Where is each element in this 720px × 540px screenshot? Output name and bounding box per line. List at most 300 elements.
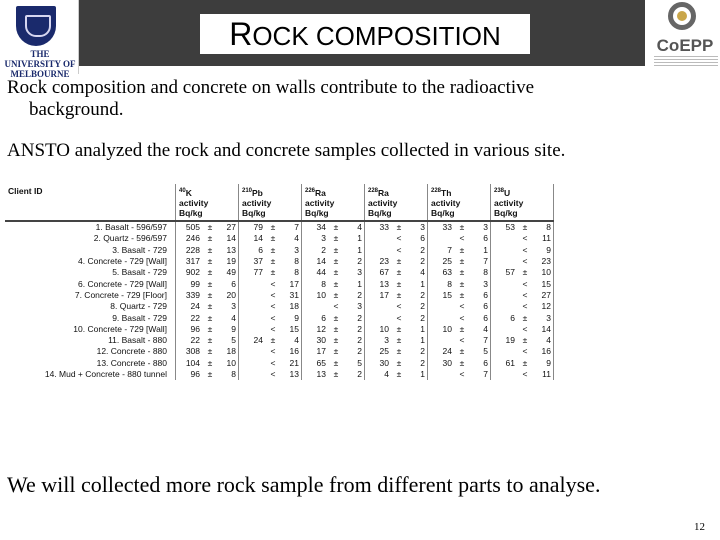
uncertainty-value: 4 [218,312,239,323]
uncertainty-value: 6 [218,278,239,289]
uncertainty-sign: ± [270,335,276,346]
uncertainty-sign: ± [522,357,528,368]
uncertainty-sign: ± [396,278,402,289]
uncertainty-value: 21 [281,358,302,369]
activity-value: 13 [316,369,326,379]
activity-value: 79 [253,222,263,233]
activity-value: 339 [185,289,200,300]
uncertainty-value: 6 [470,301,491,312]
uncertainty-sign: ± [207,357,213,368]
activity-value: 17 [316,346,326,357]
activity-value: 65 [316,357,326,368]
activity-value: 57 [505,267,515,278]
uncertainty-sign: < [522,369,528,379]
uncertainty-sign: ± [333,357,339,368]
uncertainty-sign: ± [396,346,402,357]
table-row [5,245,554,256]
uncertainty-sign: ± [459,357,465,368]
uncertainty-value: 4 [281,233,302,244]
activity-value: 228 [185,244,200,255]
uncertainty-sign: ± [270,267,276,278]
uncertainty-sign: ± [396,256,402,267]
activity-value: 44 [316,267,326,278]
activity-value: 902 [185,267,200,278]
uncertainty-value: 2 [344,335,365,346]
uncertainty-sign: < [270,301,276,312]
uncertainty-sign: ± [333,244,339,255]
client-id-cell: 8. Quartz - 729 [5,301,176,312]
uncertainty-value: 15 [533,278,554,289]
uncertainty-sign: < [522,323,528,334]
uncertainty-sign: ± [270,233,276,244]
uncertainty-value: 2 [344,369,365,380]
activity-value: 10 [379,323,389,334]
uncertainty-value: 3 [533,312,554,323]
uncertainty-value: 7 [281,221,302,233]
uncertainty-value: 7 [470,369,491,380]
activity-value: 3 [384,335,389,346]
column-header [176,184,239,221]
activity-value: 7 [447,244,452,255]
activity-value [365,312,392,323]
activity-value [428,301,455,312]
activity-value [491,301,518,312]
uncertainty-value: 8 [218,369,239,380]
uncertainty-sign: < [522,278,528,289]
uncertainty-value: 10 [218,358,239,369]
activity-value: 61 [505,357,515,368]
uncertainty-value: 27 [218,221,239,233]
uncertainty-value: 1 [470,245,491,256]
uncertainty-value: 5 [344,358,365,369]
uncertainty-value: 6 [470,290,491,301]
uncertainty-value: 3 [344,301,365,312]
uncertainty-value: 3 [218,301,239,312]
uncertainty-sign: ± [459,244,465,255]
uncertainty-sign: < [270,278,276,289]
table-row [5,312,554,323]
activity-value: 104 [185,357,200,368]
client-id-cell: 6. Concrete - 729 [Wall] [5,278,176,289]
uncertainty-value: 10 [533,267,554,278]
activity-value: 34 [316,222,326,233]
uncertainty-sign: < [459,335,465,346]
uncertainty-value: 2 [407,290,428,301]
activity-value: 14 [253,233,263,244]
uncertainty-value: 1 [344,278,365,289]
paragraph-future-work: We will collected more rock sample from different parts to analyse. [7,472,601,497]
uncertainty-value: 9 [533,245,554,256]
uncertainty-sign: ± [207,346,213,357]
activity-value [239,312,266,323]
uncertainty-sign: < [522,289,528,300]
uncertainty-sign: ± [459,256,465,267]
column-header [5,184,176,221]
table-row [5,278,554,289]
activity-value: 30 [379,357,389,368]
isotope-mass: 210 [242,188,253,194]
uncertainty-sign: < [522,233,528,244]
column-header [302,184,365,221]
uncertainty-sign: < [270,369,276,379]
uncertainty-sign: < [459,233,465,244]
uncertainty-value: 4 [344,221,365,233]
uncertainty-sign: ± [522,267,528,278]
activity-value [491,369,518,380]
uncertainty-value: 9 [281,312,302,323]
uncertainty-sign: ± [522,335,528,346]
uncertainty-value: 1 [407,335,428,346]
uncertainty-value: 8 [533,221,554,233]
activity-value: 53 [505,222,515,233]
table-row [5,324,554,335]
uncertainty-value: 8 [281,256,302,267]
uncertainty-sign: ± [396,357,402,368]
table-row [5,290,554,301]
uncertainty-sign: ± [459,323,465,334]
activity-value [491,324,518,335]
uncertainty-value: 2 [344,290,365,301]
table-row [5,233,554,244]
activity-value: 6 [510,312,515,323]
uncertainty-value: 1 [407,278,428,289]
university-name [2,49,78,79]
uncertainty-sign: ± [207,301,213,312]
activity-value: 25 [442,256,452,267]
uncertainty-value: 49 [218,267,239,278]
uncertainty-sign: < [333,301,339,312]
uncertainty-value: 13 [218,245,239,256]
uncertainty-sign: < [396,312,402,323]
activity-value [239,346,266,357]
uncertainty-value: 12 [533,301,554,312]
uncertainty-value: 7 [470,256,491,267]
activity-value: 6 [321,312,326,323]
table-row [5,301,554,312]
paragraph-ansto: ANSTO analyzed the rock and concrete samples collected in various site. [7,140,566,161]
column-header-label: activity Bq/kg [179,197,209,218]
activity-value [365,301,392,312]
uncertainty-sign: < [270,357,276,368]
uncertainty-sign: ± [333,267,339,278]
activity-value: 24 [442,346,452,357]
table-row [5,221,554,233]
activity-value [491,245,518,256]
gear-icon [668,2,696,30]
activity-value [239,358,266,369]
paragraph-rock-composition [7,77,687,121]
activity-table-grid [5,184,554,380]
uncertainty-sign: ± [207,267,213,278]
activity-value [428,312,455,323]
uncertainty-sign: ± [207,244,213,255]
uncertainty-sign: ± [396,323,402,334]
activity-value: 2 [321,244,326,255]
uncertainty-sign: ± [459,278,465,289]
client-id-cell: 13. Concrete - 880 [5,358,176,369]
uncertainty-value: 6 [407,233,428,244]
uncertainty-value: 3 [344,267,365,278]
uncertainty-sign: < [522,244,528,255]
uncertainty-sign: < [270,346,276,357]
paragraph-line: Rock composition and concrete on walls contribute to the radioactive [7,77,535,98]
uncertainty-value: 9 [533,358,554,369]
client-id-cell: 4. Concrete - 729 [Wall] [5,256,176,267]
uncertainty-sign: < [522,346,528,357]
isotope-symbol: U [504,187,511,198]
activity-value: 10 [316,289,326,300]
uncertainty-value: 15 [281,324,302,335]
uncertainty-sign: < [396,301,402,312]
uncertainty-value: 4 [407,267,428,278]
isotope-symbol: Ra [315,187,326,198]
uncertainty-value: 11 [533,369,554,380]
isotope-mass: 238 [494,188,505,194]
uncertainty-sign: ± [396,267,402,278]
uncertainty-sign: ± [270,244,276,255]
uncertainty-sign: < [459,301,465,312]
uncertainty-value: 18 [281,301,302,312]
activity-value: 19 [505,335,515,346]
uncertainty-value: 4 [281,335,302,346]
uncertainty-value: 1 [407,324,428,335]
uncertainty-value: 3 [470,221,491,233]
uncertainty-sign: ± [207,289,213,300]
title-capital: R [229,16,253,52]
uncertainty-value: 1 [344,245,365,256]
activity-value [239,369,266,380]
uncertainty-value: 2 [407,256,428,267]
client-id-cell: 1. Basalt - 596/597 [5,221,176,233]
uncertainty-value: 2 [344,324,365,335]
uncertainty-value: 16 [533,346,554,357]
uncertainty-value: 14 [218,233,239,244]
activity-value: 30 [316,335,326,346]
uncertainty-sign: < [522,256,528,267]
activity-value [365,233,392,244]
client-id-cell: 7. Concrete - 729 [Floor] [5,290,176,301]
uncertainty-sign: ± [459,222,465,233]
isotope-mass: 228 [368,188,379,194]
uncertainty-sign: ± [333,335,339,346]
uncertainty-value: 19 [218,256,239,267]
activity-value: 14 [316,256,326,267]
uncertainty-sign: ± [396,289,402,300]
isotope-mass: 226 [305,188,316,194]
uncertainty-value: 7 [470,335,491,346]
crest-icon [16,6,56,46]
column-header [239,184,302,221]
uncertainty-value: 2 [407,346,428,357]
uncertainty-value: 20 [218,290,239,301]
activity-value: 505 [185,222,200,233]
uncertainty-value: 2 [344,346,365,357]
table-row [5,267,554,278]
title-text: OCK COMPOSITION [252,21,501,51]
activity-value: 17 [379,289,389,300]
uncertainty-sign: ± [396,222,402,233]
coepp-logo [652,2,718,68]
uncertainty-value: 5 [218,335,239,346]
uncertainty-value: 8 [281,267,302,278]
uncertainty-sign: ± [459,267,465,278]
client-id-cell: 12. Concrete - 880 [5,346,176,357]
uncertainty-sign: ± [207,323,213,334]
uncertainty-sign: ± [333,289,339,300]
uncertainty-sign: ± [333,346,339,357]
uncertainty-sign: ± [207,278,213,289]
uncertainty-sign: < [270,323,276,334]
uncertainty-value: 9 [218,324,239,335]
activity-value [428,233,455,244]
slide-title [200,14,530,54]
activity-value: 67 [379,267,389,278]
uncertainty-sign: ± [522,222,528,233]
page-number: 12 [694,521,705,533]
uncertainty-value: 1 [407,369,428,380]
column-header-label: activity Bq/kg [305,197,335,218]
table-row [5,256,554,267]
activity-value: 22 [190,312,200,323]
coepp-tagline [654,56,718,66]
uncertainty-value: 6 [470,233,491,244]
uncertainty-sign: < [270,312,276,323]
activity-value: 23 [379,256,389,267]
uncertainty-value: 2 [407,301,428,312]
column-header-label: activity Bq/kg [242,197,272,218]
activity-value: 33 [442,222,452,233]
uncertainty-value: 5 [470,346,491,357]
isotope-symbol: Pb [252,187,263,198]
uncertainty-value: 18 [218,346,239,357]
university-name-line2: MELBOURNE [10,69,70,79]
uncertainty-sign: ± [333,323,339,334]
table-row [5,358,554,369]
paragraph-line: background. [29,99,124,120]
activity-value: 33 [379,222,389,233]
uncertainty-sign: < [522,301,528,312]
activity-value [302,301,329,312]
column-header [428,184,491,221]
client-id-cell: 3. Basalt - 729 [5,245,176,256]
uncertainty-value: 4 [533,335,554,346]
activity-value [491,346,518,357]
client-id-cell: 9. Basalt - 729 [5,312,176,323]
isotope-symbol: Ra [378,187,389,198]
uncertainty-sign: ± [333,278,339,289]
activity-value: 22 [190,335,200,346]
activity-value: 10 [442,323,452,334]
activity-value: 13 [379,278,389,289]
uncertainty-sign: ± [333,233,339,244]
isotope-symbol: Th [441,187,452,198]
table-header-row [5,184,554,221]
activity-value: 317 [185,256,200,267]
activity-value: 4 [384,369,389,379]
activity-value [491,290,518,301]
column-header-label: activity Bq/kg [368,197,398,218]
uncertainty-sign: ± [270,222,276,233]
uncertainty-value: 16 [281,346,302,357]
uncertainty-sign: ± [333,369,339,379]
activity-value: 12 [316,323,326,334]
uncertainty-value: 31 [281,290,302,301]
activity-value [239,301,266,312]
activity-value: 99 [190,278,200,289]
activity-value: 24 [253,335,263,346]
activity-value [239,324,266,335]
uncertainty-sign: ± [459,346,465,357]
activity-value: 77 [253,267,263,278]
uncertainty-sign: ± [522,312,528,323]
activity-value [491,256,518,267]
table-row [5,335,554,346]
uncertainty-value: 3 [407,221,428,233]
uncertainty-value: 8 [470,267,491,278]
column-header-label: activity Bq/kg [431,197,461,218]
uncertainty-value: 3 [281,245,302,256]
uncertainty-sign: ± [333,256,339,267]
activity-value [428,335,455,346]
uncertainty-value: 4 [470,324,491,335]
uncertainty-sign: ± [207,256,213,267]
activity-value: 37 [253,256,263,267]
uncertainty-sign: ± [396,335,402,346]
activity-value: 24 [190,301,200,312]
uncertainty-sign: < [396,233,402,244]
activity-value [239,290,266,301]
uncertainty-value: 23 [533,256,554,267]
activity-value: 63 [442,267,452,278]
uncertainty-value: 3 [470,278,491,289]
activity-value: 8 [447,278,452,289]
uncertainty-value: 2 [344,312,365,323]
coepp-logo-text: CoEPP [656,36,714,55]
uncertainty-sign: ± [207,369,213,379]
isotope-mass: 40 [179,188,186,194]
university-logo [0,0,79,79]
uncertainty-value: 2 [344,256,365,267]
client-id-cell: 5. Basalt - 729 [5,267,176,278]
uncertainty-sign: ± [270,256,276,267]
uncertainty-value: 17 [281,278,302,289]
uncertainty-sign: < [270,289,276,300]
uncertainty-sign: ± [207,335,213,346]
column-header [365,184,428,221]
uncertainty-value: 2 [407,358,428,369]
activity-value: 30 [442,357,452,368]
activity-value: 6 [258,244,263,255]
activity-value: 25 [379,346,389,357]
table-row [5,369,554,380]
activity-value [365,245,392,256]
uncertainty-sign: ± [207,222,213,233]
uncertainty-sign: ± [396,369,402,379]
uncertainty-value: 1 [344,233,365,244]
uncertainty-sign: < [396,244,402,255]
university-name-line1: THE UNIVERSITY OF [4,49,76,69]
uncertainty-value: 14 [533,324,554,335]
uncertainty-sign: ± [333,222,339,233]
client-id-cell: 11. Basalt - 880 [5,335,176,346]
uncertainty-sign: ± [333,312,339,323]
activity-value: 8 [321,278,326,289]
activity-value: 3 [321,233,326,244]
activity-value: 96 [190,369,200,379]
activity-value: 308 [185,346,200,357]
uncertainty-value: 13 [281,369,302,380]
column-header-label: Client ID [8,186,43,196]
